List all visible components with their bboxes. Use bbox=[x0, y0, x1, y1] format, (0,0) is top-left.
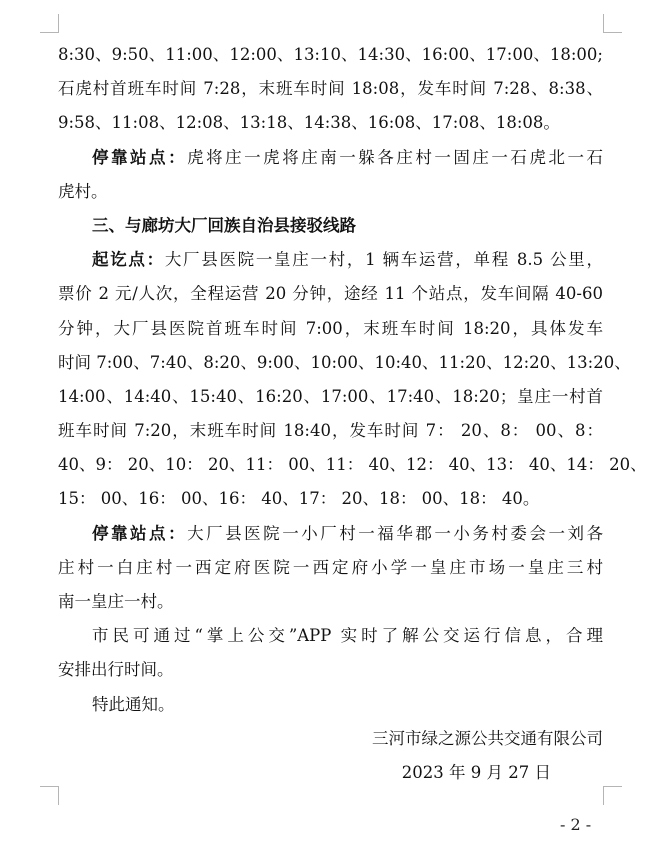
stops-paragraph bbox=[58, 141, 603, 175]
text-line: 石虎村首班车时间 7:28，末班车时间 18:08，发车时间 7:28、8:38、 bbox=[58, 79, 603, 99]
notice-line: 安排出行时间。 bbox=[58, 660, 174, 680]
stops-label: 停靠站点： bbox=[92, 523, 188, 543]
signature-org: 三河市绿之源公共交通有限公司 bbox=[372, 728, 603, 748]
stops-paragraph bbox=[58, 517, 603, 551]
text-line: 分钟，大厂县医院首班车时间 7:00，末班车时间 18:20，具体发车 bbox=[58, 318, 603, 338]
text-line: 票价 2 元/人次，全程运营 20 分钟，途经 11 个站点，发车间隔 40-60 bbox=[58, 284, 603, 304]
text-line: 14:00、14:40、15:40、16:20、17:00、17:40、18:20；皇庄一村首 bbox=[58, 386, 603, 406]
origin-text: 大厂县医院一皇庄一村，1 辆车运营，单程 8.5 公里， bbox=[164, 250, 603, 270]
crop-mark-top-left bbox=[40, 14, 59, 33]
page-number: - 2 - bbox=[560, 815, 592, 834]
stops-text: 大厂县医院一小厂村一福华郡一小务村委会一刘各 bbox=[187, 523, 604, 543]
stops-label: 停靠站点： bbox=[92, 147, 188, 167]
text-line: 9:58、11:08、12:08、13:18、14:38、16:08、17:08、18:08。 bbox=[58, 113, 560, 133]
text-line: 15： 00、16： 00、16： 40、17： 20、18： 00、18： 40。 bbox=[58, 489, 540, 509]
crop-mark-bottom-right bbox=[603, 786, 622, 805]
crop-mark-bottom-left bbox=[40, 786, 59, 805]
text-line: 40、9： 20、10： 20、11： 00、11： 40、12： 40、13： 40、14： 20、 bbox=[58, 455, 647, 475]
signature-date: 2023 年 9 月 27 日 bbox=[401, 762, 551, 782]
stops-text: 虎将庄一虎将庄南一躲各庄村一固庄一石虎北一石 bbox=[187, 147, 604, 167]
text-line: 庄村一白庄村一西定府医院一西定府小学一皇庄市场一皇庄三村 bbox=[58, 557, 603, 577]
text-line: 时间 7:00、7:40、8:20、9:00、10:00、10:40、11:20、12:20、13:20、 bbox=[58, 352, 631, 372]
text-line: 南一皇庄一村。 bbox=[58, 592, 174, 611]
notice-line: 市民可通过“掌上公交”APP 实时了解公交运行信息，合理 bbox=[92, 626, 603, 646]
closing-line: 特此通知。 bbox=[92, 694, 175, 714]
text-line: 虎村。 bbox=[58, 181, 108, 201]
origin-paragraph bbox=[58, 243, 603, 277]
document-body bbox=[58, 38, 647, 790]
crop-mark-top-right bbox=[603, 14, 622, 33]
section-heading: 三、与廊坊大厂回族自治县接驳线路 bbox=[92, 215, 356, 235]
text-line: 班车时间 7:20，末班车时间 18:40，发车时间 7： 20、8： 00、8： bbox=[58, 421, 603, 441]
text-line: 8:30、9:50、11:00、12:00、13:10、14:30、16:00、17:00、18:00; bbox=[58, 45, 603, 64]
origin-label: 起讫点： bbox=[92, 250, 165, 270]
